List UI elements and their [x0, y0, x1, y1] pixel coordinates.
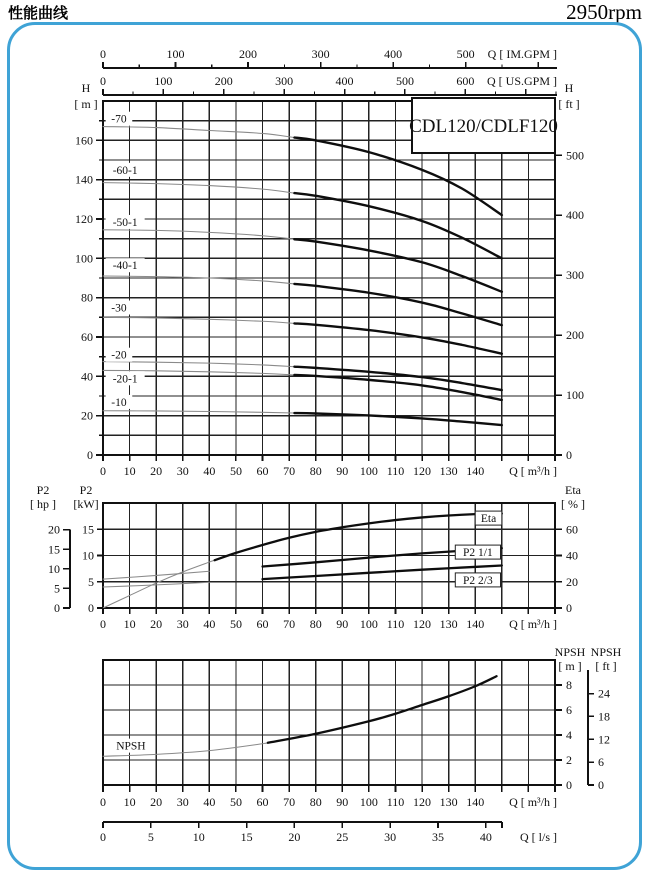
y-tick-label: 140 — [75, 172, 93, 187]
gpm-tick-label: 400 — [384, 47, 403, 61]
gpm-tick-label: 200 — [214, 74, 233, 88]
y-tick-label: 5 — [54, 581, 60, 596]
ls-axis-label: Q [ l/s ] — [520, 830, 557, 844]
x-tick-label: 110 — [386, 464, 405, 478]
y-tick-label: 200 — [566, 328, 584, 343]
x-tick-label: 120 — [413, 464, 432, 478]
plot-border — [103, 660, 555, 785]
x-tick-label: 50 — [229, 795, 242, 809]
curve — [294, 413, 501, 425]
y-axis-unit: [ hp ] — [30, 497, 56, 511]
x-tick-label: 0 — [100, 795, 106, 809]
curve — [294, 284, 501, 325]
rpm-label: 2950rpm — [566, 0, 642, 24]
y-tick-label: 80 — [81, 290, 93, 305]
curve — [103, 560, 215, 608]
x-tick-label: 20 — [150, 464, 163, 478]
x-tick-label: 130 — [439, 617, 458, 631]
curve-label: NPSH — [116, 740, 146, 753]
y-tick-label: 40 — [566, 548, 578, 563]
page-title: 性能曲线 — [8, 4, 69, 22]
x-tick-label: 50 — [229, 617, 242, 631]
gpm-tick-label: 400 — [335, 74, 354, 88]
x-tick-label: 120 — [413, 795, 432, 809]
x-tick-label: 130 — [439, 464, 458, 478]
curve — [103, 230, 294, 239]
x-tick-label: 140 — [466, 617, 485, 631]
ls-tick-label: 40 — [479, 830, 492, 844]
y-tick-label: 0 — [87, 448, 93, 462]
y-axis-unit: [ m ] — [74, 97, 98, 111]
y-tick-label: 120 — [75, 212, 93, 226]
gpm-tick-label: 300 — [275, 74, 294, 88]
y-tick-label: 8 — [566, 678, 572, 692]
y-tick-label: 0 — [566, 601, 572, 615]
y-tick-label: 24 — [598, 686, 610, 701]
x-tick-label: 40 — [203, 464, 216, 478]
y-tick-label: 0 — [566, 778, 572, 792]
gpm-tick-label: 0 — [100, 74, 106, 88]
x-tick-label: 10 — [123, 464, 136, 478]
y-tick-label: 60 — [566, 522, 578, 537]
y-axis-unit: [ ft ] — [558, 97, 580, 111]
curve — [103, 276, 294, 284]
y-tick-label: 0 — [598, 778, 604, 792]
y-tick-label: 0 — [88, 601, 94, 615]
x-tick-label: 30 — [176, 464, 189, 478]
y-tick-label: 2 — [566, 753, 572, 767]
x-tick-label: 90 — [336, 617, 349, 631]
gpm-tick-label: 500 — [395, 74, 414, 88]
y-axis-name: P2 — [36, 483, 50, 497]
gpm-tick-label: 0 — [100, 47, 106, 61]
x-tick-label: 100 — [359, 617, 378, 631]
ls-tick-label: 10 — [192, 830, 205, 844]
curve — [103, 362, 294, 367]
y-tick-label: 6 — [566, 703, 572, 717]
curve-label: -40-1 — [112, 260, 138, 273]
x-tick-label: 10 — [123, 617, 136, 631]
y-tick-label: 4 — [566, 728, 572, 742]
x-tick-label: 60 — [256, 464, 269, 478]
ls-tick-label: 0 — [100, 830, 106, 844]
x-tick-label: 20 — [150, 617, 163, 631]
y-tick-label: 18 — [598, 709, 610, 724]
x-tick-label: 140 — [466, 464, 485, 478]
gpm-tick-label: 600 — [456, 74, 475, 88]
x-tick-label: 20 — [150, 795, 163, 809]
y-tick-label: 15 — [82, 522, 94, 537]
curve-label: -20-1 — [112, 373, 138, 386]
ls-tick-label: 25 — [336, 830, 349, 844]
y-tick-label: 100 — [566, 388, 584, 403]
curve-label: -50-1 — [112, 216, 138, 229]
curve — [103, 317, 294, 323]
y-tick-label: 20 — [81, 408, 93, 423]
x-tick-label: 90 — [336, 795, 349, 809]
curve-label: -30 — [111, 302, 127, 315]
y-tick-label: 10 — [48, 561, 60, 576]
y-tick-label: 0 — [566, 448, 572, 462]
gpm-axis-label: Q [ IM.GPM ] — [487, 47, 557, 61]
gpm-tick-label: 100 — [154, 74, 173, 88]
y-tick-label: 20 — [566, 574, 578, 589]
ls-tick-label: 20 — [288, 830, 301, 844]
x-tick-label: 120 — [413, 617, 432, 631]
ls-tick-label: 35 — [432, 830, 445, 844]
y-tick-label: 15 — [48, 542, 60, 557]
y-tick-label: 400 — [566, 208, 584, 223]
y-tick-label: 10 — [82, 548, 94, 563]
y-axis-unit: [ % ] — [561, 497, 585, 511]
ls-tick-label: 30 — [384, 830, 397, 844]
y-tick-label: 12 — [598, 732, 610, 747]
curve-label: P2 2/3 — [463, 574, 493, 587]
x-tick-label: 60 — [256, 795, 269, 809]
x-tick-label: 30 — [176, 795, 189, 809]
x-axis-label: Q [ m³/h ] — [509, 617, 557, 631]
curve-label: -70 — [111, 113, 127, 126]
y-tick-label: 160 — [75, 133, 93, 148]
x-tick-label: 70 — [283, 464, 296, 478]
y-axis-unit: [ ft ] — [595, 659, 617, 673]
y-axis-unit: [ m ] — [558, 659, 582, 673]
y-tick-label: 100 — [75, 251, 93, 266]
curve-label: P2 1/1 — [463, 547, 493, 560]
y-axis-name: H — [81, 81, 91, 95]
x-tick-label: 40 — [203, 617, 216, 631]
y-tick-label: 500 — [566, 148, 584, 163]
y-tick-label: 60 — [81, 330, 93, 344]
x-tick-label: 40 — [203, 795, 216, 809]
x-tick-label: 110 — [386, 617, 405, 631]
x-tick-label: 10 — [123, 795, 136, 809]
curve-label: -20 — [111, 349, 127, 362]
gpm-axis-label: Q [ US.GPM ] — [486, 74, 557, 88]
x-tick-label: 0 — [100, 464, 106, 478]
x-tick-label: 80 — [309, 617, 322, 631]
y-axis-unit: [kW] — [73, 497, 99, 511]
x-axis-label: Q [ m³/h ] — [509, 795, 557, 809]
y-tick-label: 300 — [566, 268, 584, 283]
curve — [294, 367, 501, 390]
curve — [294, 193, 501, 258]
x-tick-label: 100 — [359, 464, 378, 478]
x-tick-label: 70 — [283, 617, 296, 631]
x-tick-label: 70 — [283, 795, 296, 809]
curve-label: -60-1 — [112, 164, 138, 177]
y-axis-name: NPSH — [590, 645, 622, 659]
x-tick-label: 100 — [359, 795, 378, 809]
x-tick-label: 90 — [336, 464, 349, 478]
x-tick-label: 130 — [439, 795, 458, 809]
y-axis-name: Eta — [565, 483, 581, 497]
x-tick-label: 30 — [176, 617, 189, 631]
x-tick-label: 50 — [229, 464, 242, 478]
x-tick-label: 80 — [309, 795, 322, 809]
ls-tick-label: 5 — [147, 830, 154, 844]
curve — [103, 411, 294, 413]
curve — [103, 183, 294, 194]
curve-label: -10 — [111, 396, 127, 409]
y-tick-label: 0 — [54, 601, 60, 615]
x-tick-label: 0 — [100, 617, 106, 631]
x-tick-label: 60 — [256, 617, 269, 631]
x-axis-label: Q [ m³/h ] — [509, 464, 557, 478]
y-axis-name: H — [564, 81, 574, 95]
y-tick-label: 5 — [88, 574, 94, 589]
curve — [294, 239, 501, 292]
model-label: CDL120/CDLF120 — [409, 116, 558, 137]
x-tick-label: 110 — [386, 795, 405, 809]
x-tick-label: 140 — [466, 795, 485, 809]
y-axis-name: P2 — [79, 483, 93, 497]
x-tick-label: 80 — [309, 464, 322, 478]
gpm-tick-label: 500 — [456, 47, 475, 61]
ls-tick-label: 15 — [240, 830, 253, 844]
gpm-tick-label: 300 — [311, 47, 330, 61]
curve — [103, 127, 294, 138]
curve — [294, 323, 501, 353]
y-tick-label: 6 — [598, 755, 604, 770]
gpm-tick-label: 100 — [166, 47, 185, 61]
gpm-tick-label: 200 — [239, 47, 258, 61]
y-tick-label: 40 — [81, 369, 93, 384]
y-axis-name: NPSH — [554, 645, 586, 659]
y-tick-label: 20 — [48, 522, 60, 537]
curve-label: Eta — [480, 513, 497, 526]
